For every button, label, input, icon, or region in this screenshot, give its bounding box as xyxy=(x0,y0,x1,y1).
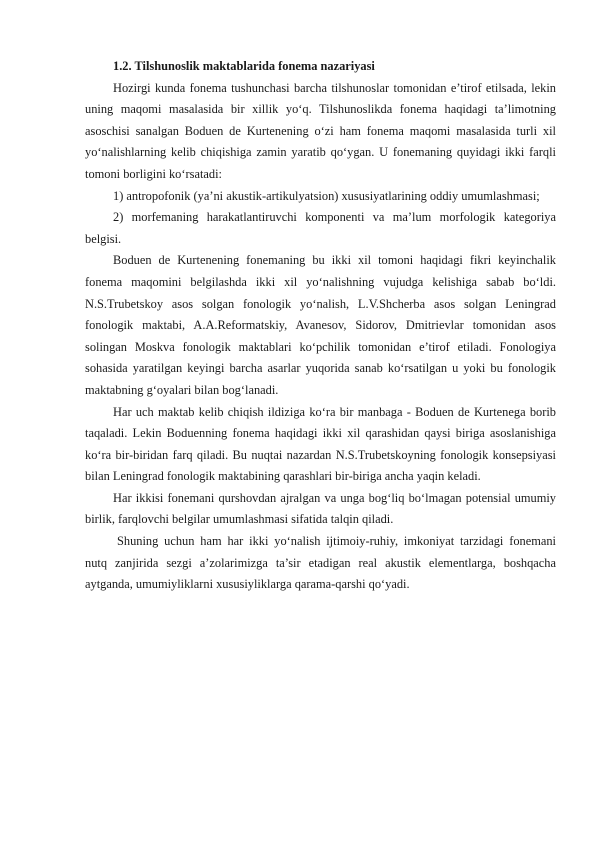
document-body xyxy=(85,56,556,596)
list-item-2: 2) morfemaning harakatlantiruvchi komponenti va ma’lum morfologik kategoriya belgisi. xyxy=(85,210,556,246)
paragraph-intro: Hozirgi kunda fonema tushunchasi barcha tilshunoslar tomonidan e’tirof etilsada, lekin uning maqomi masalasida bir xillik yo‘q. Tilshunoslikda fonema haqidagi ta’limotning asoschisi sanalgan Boduen de Kurtenening o‘zi ham fonema maqomi masalasida turli xil yo‘nalishlarning kelib chiqishiga zamin yaratib qo‘ygan. U fonemaning quyidagi ikki farqli tomoni borligini ko‘rsatadi: xyxy=(85,80,556,181)
paragraph-schools: Boduen de Kurtenening fonemaning bu ikki xil tomoni haqidagi fikri keyinchalik fonema maqomini belgilashda ikki xil yo‘nalishning vujudga kelishiga sabab bo‘ldi. N.S.Trubetskoy asos solgan fonologik yo‘nalish, L.V.Shcherba asos solgan Leningrad fonologik maktabi, A.A.Reformatskiy, Avanesov, Sidorov, Dmitrievlar tomonidan asos solingan Moskva fonologik maktablari ko‘pchilik tomonidan e’tirof etiladi. Fonologiya sohasida yaratilgan keyingi barcha asarlar yuqorida sanab ko‘rsatilgan u yoki bu fonologik maktabning g‘oyalari bilan bog‘lanadi. xyxy=(85,253,556,397)
paragraph-origins: Har uch maktab kelib chiqish ildiziga ko‘ra bir manbaga - Boduen de Kurtenega borib taqaladi. Lekin Boduenning fonema haqidagi ikki xil qarashidan qaysi biriga asoslanishiga ko‘ra bir-biridan farq qiladi. Bu nuqtai nazardan N.S.Trubetskoyning fonologik konsepsiyasi bilan Leningrad fonologik maktabining qarashlari bir-biriga ancha yaqin keladi. xyxy=(85,404,556,484)
section-heading: 1.2. Tilshunoslik maktablarida fonema nazariyasi xyxy=(113,59,375,73)
paragraph-conclusion: Shuning uchun ham har ikki yo‘nalish ijtimoiy-ruhiy, imkoniyat tarzidagi fonemani nutq zanjirida sezgi a’zolarimizga ta’sir etadigan real akustik elementlarga, boshqacha aytganda, umumiyliklarni xususiyliklarga qarama-qarshi qo‘yadi. xyxy=(85,534,556,592)
list-item-1: 1) antropofonik (ya’ni akustik-artikulyatsion) xususiyatlarining oddiy umumlashmasi; xyxy=(113,188,540,203)
paragraph-interpretation: Har ikkisi fonemani qurshovdan ajralgan va unga bog‘liq bo‘lmagan potensial umumiy birlik, farqlovchi belgilar umumlashmasi sifatida talqin qiladi. xyxy=(85,490,556,527)
